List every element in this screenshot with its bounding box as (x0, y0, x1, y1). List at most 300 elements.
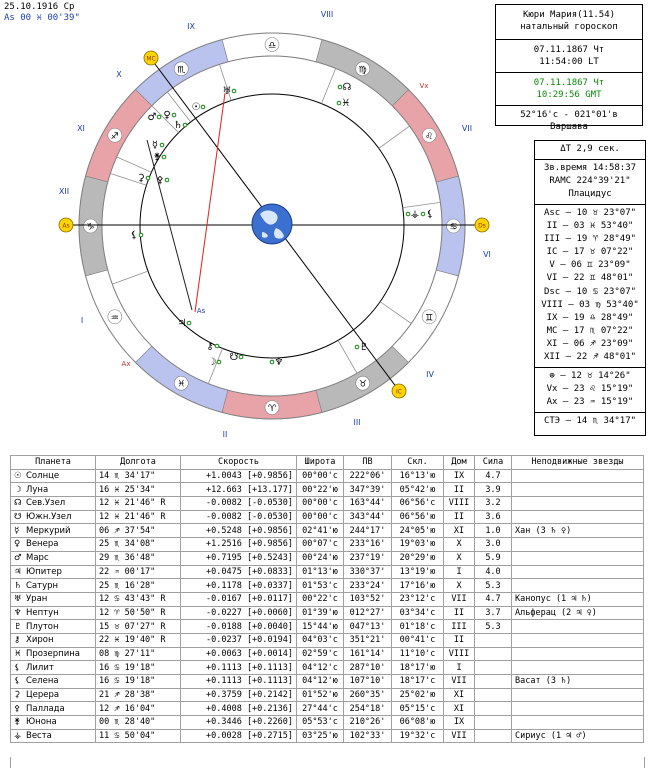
table-cell: 18°17'с (392, 675, 444, 689)
table-cell: 16 ♋ 19'18" (96, 661, 181, 675)
table-header-row (11, 456, 644, 470)
house-spoke (379, 126, 410, 148)
table-cell: 05°15'с (392, 702, 444, 716)
birth-time-lt: 11:54:00 LT (539, 57, 599, 67)
table-cell: 06°08'ю (392, 716, 444, 730)
uranus-icon[interactable]: ♅ (222, 86, 232, 97)
table-cell: +0.3759 [+0.2142] (181, 688, 297, 702)
planet-row[interactable] (11, 729, 644, 743)
table-cell: 19°03'ю (392, 538, 444, 552)
planet-name: Селена (26, 676, 59, 687)
sign-glyph-icon: ♉ (358, 379, 367, 390)
table-cell: 17°16'ю (392, 579, 444, 593)
table-cell: -0.0167 [+0.0117] (181, 592, 297, 606)
table-cell: +0.1113 [+0.1113] (181, 675, 297, 689)
table-cell: 047°13' (344, 620, 392, 634)
planet-name: Сев.Узел (26, 498, 66, 509)
cusp-row: VIII – 03 ♍ 53°40" (541, 299, 639, 310)
table-cell: 12 ♐ 16'04" (96, 702, 181, 716)
table-cell (475, 647, 512, 661)
table-cell: 102°33' (344, 729, 392, 743)
proserpina-icon[interactable]: ♓ (341, 98, 351, 109)
house-number: IV (426, 370, 434, 379)
table-cell: 237°19' (344, 551, 392, 565)
node_s-icon[interactable]: ☋ (229, 352, 239, 363)
table-cell: Альферац (2 ♃ ♀) (512, 606, 644, 620)
mars-icon[interactable]: ♂ (147, 112, 157, 123)
column-header: Скл. (392, 456, 444, 470)
planet-glyph-icon: ⚶ (14, 731, 22, 742)
table-cell: X (444, 538, 475, 552)
planet-row[interactable] (11, 661, 644, 675)
table-cell: 103°52' (344, 592, 392, 606)
planet-name-cell (11, 579, 96, 593)
planet-name: Южн.Узел (26, 512, 72, 523)
table-cell: -0.0188 [+0.0040] (181, 620, 297, 634)
table-cell: 00°22'ю (297, 483, 344, 497)
planet-glyph-icon: ⚴ (14, 703, 21, 714)
house-system: Плацидус (568, 189, 612, 199)
sun-icon[interactable]: ☉ (191, 102, 201, 113)
table-cell (475, 675, 512, 689)
table-cell: 06°56'ю (392, 510, 444, 524)
juno-icon[interactable]: ⚵ (153, 152, 161, 163)
table-cell: 4.7 (475, 592, 512, 606)
table-cell: 00°24'ю (297, 551, 344, 565)
cusp-row: XI – 06 ♐ 23°09" (546, 338, 634, 349)
cusp-row: III – 19 ♈ 28°49" (543, 234, 637, 245)
table-cell: XI (444, 688, 475, 702)
asc-label: As (62, 222, 70, 230)
table-cell: II (444, 606, 475, 620)
planet-dot (201, 105, 205, 109)
pluto-icon[interactable]: ♇ (359, 342, 369, 353)
house-number: II (222, 430, 228, 439)
table-cell: 02°59'с (297, 647, 344, 661)
planet-glyph-icon: ♀ (14, 539, 21, 550)
house-spoke (338, 340, 357, 373)
table-cell: VII (444, 592, 475, 606)
cusp-row: IX – 19 ♎ 28°49" (546, 312, 634, 323)
pallas-icon[interactable]: ⚴ (156, 175, 164, 186)
table-cell: 3.6 (475, 510, 512, 524)
vesta-icon[interactable]: ⚶ (410, 209, 420, 220)
table-cell: 351°21' (344, 633, 392, 647)
table-cell: 25 ♏ 34'08" (96, 538, 181, 552)
table-cell (475, 702, 512, 716)
table-cell: 11°10'с (392, 647, 444, 661)
house-spoke (321, 68, 335, 103)
ceres-icon[interactable]: ⚳ (137, 173, 145, 184)
planet-dot (217, 360, 221, 364)
house-number: IX (187, 22, 195, 31)
planet-name: Уран (26, 594, 48, 605)
special-point-list (535, 370, 645, 409)
planet-name-cell (11, 620, 96, 634)
house-number: XII (58, 187, 70, 196)
table-cell: -0.0082 [-0.0530] (181, 497, 297, 511)
table-cell: 25 ♏ 16'28" (96, 579, 181, 593)
planet-name: Церера (26, 690, 60, 701)
planet-name-cell (11, 633, 96, 647)
table-cell: 21 ♐ 28'38" (96, 688, 181, 702)
table-cell (475, 729, 512, 743)
planet-name-cell (11, 688, 96, 702)
planet-glyph-icon: ♓ (14, 648, 22, 659)
planet-row[interactable] (11, 469, 644, 483)
chart-type: натальный гороскоп (520, 22, 618, 32)
table-cell: Хан (3 ♄ ♀) (512, 524, 644, 538)
planet-glyph-icon: ☿ (14, 525, 20, 536)
lilith-icon[interactable]: ⚸ (130, 230, 138, 241)
column-header: Неподвижные звезды (512, 456, 644, 470)
aspect-line-red (195, 93, 225, 312)
table-cell: 11 ♋ 50'04" (96, 729, 181, 743)
planet-dot (239, 355, 243, 359)
table-cell: IX (444, 716, 475, 730)
chart-info-panel (495, 4, 643, 132)
table-cell (475, 716, 512, 730)
table-cell (512, 510, 644, 524)
planet-name-cell (11, 524, 96, 538)
sign-glyph-icon: ♈ (267, 404, 277, 414)
table-cell: 5.3 (475, 620, 512, 634)
table-cell: 22 ♓ 19'40" R (96, 633, 181, 647)
planet-glyph-icon: ⚷ (14, 635, 21, 646)
planet-dot (157, 115, 161, 119)
house-number: VII (461, 124, 473, 133)
planet-row[interactable] (11, 620, 644, 634)
planet-name: Прозерпина (26, 648, 80, 659)
table-cell: 01°39'ю (297, 606, 344, 620)
planet-row[interactable] (11, 565, 644, 579)
table-cell: Васат (3 ♄) (512, 675, 644, 689)
planet-name-cell (11, 551, 96, 565)
cusp-row: IC – 17 ♉ 07°22" (546, 247, 634, 258)
planet-name-cell (11, 716, 96, 730)
table-cell: 03°34'с (392, 606, 444, 620)
table-cell: -0.0227 [+0.0060] (181, 606, 297, 620)
planet-name-cell (11, 675, 96, 689)
house-number: XI (77, 124, 85, 133)
table-cell: 06 ♐ 37'54" (96, 524, 181, 538)
planet-row[interactable] (11, 688, 644, 702)
table-bottom-strip (10, 757, 645, 768)
cusp-row: XII – 22 ♐ 48°01" (543, 352, 637, 363)
planet-name-cell (11, 497, 96, 511)
table-cell: VII (444, 729, 475, 743)
planet-dot (406, 212, 410, 216)
table-cell: 20°29'ю (392, 551, 444, 565)
mercury-icon[interactable]: ☿ (151, 140, 159, 151)
table-cell: 00°41'с (392, 633, 444, 647)
table-cell (512, 633, 644, 647)
cusp-row: Dsc – 10 ♋ 23°07" (543, 286, 637, 297)
table-cell: II (444, 483, 475, 497)
table-cell: +12.663 [+13.177] (181, 483, 297, 497)
house-number: X (116, 70, 122, 79)
table-cell: I (444, 661, 475, 675)
house-number: III (353, 418, 361, 427)
birth-time-gmt: 10:29:56 GMT (536, 90, 602, 100)
table-cell: 260°35' (344, 688, 392, 702)
table-cell: 01°13'ю (297, 565, 344, 579)
table-cell: +0.3446 [+0.2260] (181, 716, 297, 730)
planet-name-cell (11, 661, 96, 675)
table-cell: 00°07'с (297, 538, 344, 552)
cusp-row: V – 06 ♊ 23°09" (549, 260, 631, 271)
planet-name: Солнце (26, 471, 60, 482)
planet-row[interactable] (11, 716, 644, 730)
table-cell: XI (444, 702, 475, 716)
table-cell: 00 ♏ 28'40" (96, 716, 181, 730)
table-cell: +0.0475 [+0.0833] (181, 565, 297, 579)
planet-name: Марс (26, 553, 49, 564)
table-cell: -0.0082 [-0.0530] (181, 510, 297, 524)
sign-glyph-icon: ♏ (177, 65, 186, 76)
table-cell: VIII (444, 497, 475, 511)
planet-row[interactable] (11, 606, 644, 620)
table-cell: 12 ♈ 50'50" R (96, 606, 181, 620)
planet-name: Меркурий (26, 525, 71, 536)
table-cell: 14 ♏ 34'17" (96, 469, 181, 483)
mc-label: MC (146, 55, 156, 63)
planet-row[interactable] (11, 592, 644, 606)
table-cell: 287°10' (344, 661, 392, 675)
table-cell: 4.0 (475, 565, 512, 579)
table-cell: 222°06' (344, 469, 392, 483)
house-spoke (403, 202, 441, 207)
table-cell: +0.5248 [+0.9856] (181, 524, 297, 538)
table-cell: 210°26' (344, 716, 392, 730)
table-cell: 3.0 (475, 538, 512, 552)
birth-city: Варшава (550, 122, 588, 132)
table-cell: 25°02'ю (392, 688, 444, 702)
table-cell: +1.2516 [+0.9856] (181, 538, 297, 552)
house-spoke (380, 302, 411, 324)
table-cell: 24°05'ю (392, 524, 444, 538)
table-cell: 04°03'с (297, 633, 344, 647)
table-cell: 233°24' (344, 579, 392, 593)
table-cell: +1.0043 [+0.9856] (181, 469, 297, 483)
cusp-row: VI – 22 ♊ 48°01" (546, 273, 634, 284)
sign-glyph-icon: ♐ (110, 131, 119, 142)
planet-row[interactable] (11, 675, 644, 689)
sign-glyph-icon: ♑ (86, 222, 95, 233)
ramc: RAMC 224°39'21" (549, 176, 631, 186)
planet-dot (337, 101, 341, 105)
table-cell: 00°00'с (297, 469, 344, 483)
table-cell: 012°27' (344, 606, 392, 620)
table-cell: X (444, 551, 475, 565)
table-cell: 29 ♏ 36'48" (96, 551, 181, 565)
planet-glyph-icon: ☉ (14, 471, 22, 482)
column-header: Сила (475, 456, 512, 470)
column-header: Скорость (181, 456, 297, 470)
sign-glyph-icon: ♎ (267, 41, 277, 51)
neptune-icon[interactable]: ♆ (274, 357, 284, 368)
table-cell: +0.1113 [+0.1113] (181, 661, 297, 675)
planet-dot (338, 85, 342, 89)
table-cell: 05°53'с (297, 716, 344, 730)
planet-row[interactable] (11, 510, 644, 524)
table-cell: 161°14' (344, 647, 392, 661)
table-cell (512, 702, 644, 716)
planet-dot (165, 178, 169, 182)
birth-coords: 52°16'с - 021°01'в (520, 110, 618, 120)
node_n-icon[interactable]: ☊ (342, 82, 352, 93)
sign-glyph-icon: ♌ (425, 131, 434, 142)
house-cusp-list (535, 207, 645, 364)
table-cell: 12 ♋ 43'43" R (96, 592, 181, 606)
table-cell (512, 716, 644, 730)
delta-t: ΔT 2,9 сек. (560, 144, 620, 154)
planet-row[interactable] (11, 497, 644, 511)
table-cell (475, 633, 512, 647)
planet-positions-table (10, 455, 644, 743)
table-cell: X (444, 579, 475, 593)
table-cell: 00°00'с (297, 497, 344, 511)
horoscope-wheel[interactable] (30, 10, 510, 445)
planet-row[interactable] (11, 647, 644, 661)
table-cell: 12 ♓ 21'46" R (96, 497, 181, 511)
planet-row[interactable] (11, 579, 644, 593)
table-cell: 3.7 (475, 606, 512, 620)
table-cell: 08 ♍ 27'11" (96, 647, 181, 661)
moon-icon[interactable]: ☽ (207, 357, 217, 368)
house-spoke (112, 271, 148, 284)
planet-name: Веста (26, 731, 52, 742)
ax-point-label: Ax (121, 360, 131, 368)
planet-dot (160, 143, 164, 147)
chiron-icon[interactable]: ⚷ (206, 341, 214, 352)
table-cell: 16 ♓ 25'34" (96, 483, 181, 497)
planet-name: Нептун (26, 607, 59, 618)
planet-row[interactable] (11, 524, 644, 538)
table-cell: 233°16' (344, 538, 392, 552)
point-row: Ax – 23 ♒ 15°19" (546, 397, 634, 408)
planet-dot (355, 345, 359, 349)
table-cell: 3.2 (475, 497, 512, 511)
planet-name-cell (11, 592, 96, 606)
point-row: Vx – 23 ♌ 15°19" (546, 384, 634, 395)
table-cell: I (444, 565, 475, 579)
table-cell (512, 551, 644, 565)
table-cell: +0.4008 [+0.2136] (181, 702, 297, 716)
planet-glyph-icon: ♂ (14, 553, 22, 564)
table-cell: 1.0 (475, 524, 512, 538)
vx-point-label: Vx (419, 82, 429, 90)
table-cell: 16°13'ю (392, 469, 444, 483)
table-cell: 12 ♓ 21'46" R (96, 510, 181, 524)
planet-name-cell (11, 538, 96, 552)
planet-row[interactable] (11, 633, 644, 647)
table-cell: 4.7 (475, 469, 512, 483)
table-cell: XI (444, 524, 475, 538)
planet-row[interactable] (11, 551, 644, 565)
dsc-label: Ds (478, 222, 486, 230)
table-cell: 347°39' (344, 483, 392, 497)
saturn-icon[interactable]: ♄ (173, 120, 183, 131)
planet-dot (232, 89, 236, 93)
planet-glyph-icon: ☋ (14, 512, 22, 523)
planet-row[interactable] (11, 702, 644, 716)
table-cell: +0.0028 [+0.2715] (181, 729, 297, 743)
column-header: ПВ (344, 456, 392, 470)
table-cell: 3.9 (475, 483, 512, 497)
table-cell: 00°22'с (297, 592, 344, 606)
planet-name: Хирон (26, 635, 54, 646)
planet-name-cell (11, 729, 96, 743)
planet-glyph-icon: ♅ (14, 594, 22, 605)
planet-name: Луна (26, 484, 49, 495)
planet-dot (215, 344, 219, 348)
table-cell: +0.0063 [+0.0014] (181, 647, 297, 661)
sign-glyph-icon: ♊ (425, 313, 434, 324)
table-cell: +0.7195 [+0.5243] (181, 551, 297, 565)
planet-dot (139, 233, 143, 237)
table-cell: 00°00'с (297, 510, 344, 524)
sign-glyph-icon: ♍ (358, 65, 367, 76)
planet-name: Сатурн (26, 580, 59, 591)
planet-row[interactable] (11, 538, 644, 552)
birth-date-gmt: 07.11.1867 Чт (533, 78, 605, 88)
table-cell: -0.0237 [+0.0194] (181, 633, 297, 647)
selena-icon[interactable]: ⚸ (426, 209, 434, 220)
table-cell (475, 661, 512, 675)
house-number: I (80, 316, 84, 325)
table-cell: 02°41'ю (297, 524, 344, 538)
jupiter-icon[interactable]: ♃ (177, 318, 187, 329)
table-cell: 19°32'с (392, 729, 444, 743)
house-number: VIII (320, 10, 334, 19)
ste-point: СТЭ – 14 ♏ 34°17" (543, 416, 637, 427)
table-cell: 15°44'ю (297, 620, 344, 634)
planet-name-cell (11, 469, 96, 483)
table-cell (512, 497, 644, 511)
planet-row[interactable] (11, 483, 644, 497)
table-cell: 06°56'с (392, 497, 444, 511)
column-header: Планета (11, 456, 96, 470)
table-cell: +0.1178 [+0.0337] (181, 579, 297, 593)
table-cell: 01°53'с (297, 579, 344, 593)
planet-name-cell (11, 647, 96, 661)
planet-glyph-icon: ⚳ (14, 690, 21, 701)
planet-dot (183, 123, 187, 127)
table-cell: 15 ♉ 07'27" R (96, 620, 181, 634)
table-cell (512, 469, 644, 483)
table-cell: IX (444, 469, 475, 483)
table-cell: 5.3 (475, 579, 512, 593)
table-cell: 22 ♒ 00'17" (96, 565, 181, 579)
planet-dot (187, 321, 191, 325)
planet-glyph-icon: ☊ (14, 498, 22, 509)
column-header: Широта (297, 456, 344, 470)
table-cell: 05°42'ю (392, 483, 444, 497)
planet-name: Венера (26, 539, 59, 550)
table-cell: 244°17' (344, 524, 392, 538)
venus-icon[interactable]: ♀ (163, 110, 171, 121)
planet-dot (270, 360, 274, 364)
table-cell: 163°44' (344, 497, 392, 511)
planet-glyph-icon: ♆ (14, 607, 22, 618)
table-cell: 13°19'ю (392, 565, 444, 579)
table-cell: 01°18'с (392, 620, 444, 634)
table-cell: 04°12'с (297, 661, 344, 675)
table-cell: 01°52'ю (297, 688, 344, 702)
table-cell: 18°17'ю (392, 661, 444, 675)
table-cell (512, 538, 644, 552)
